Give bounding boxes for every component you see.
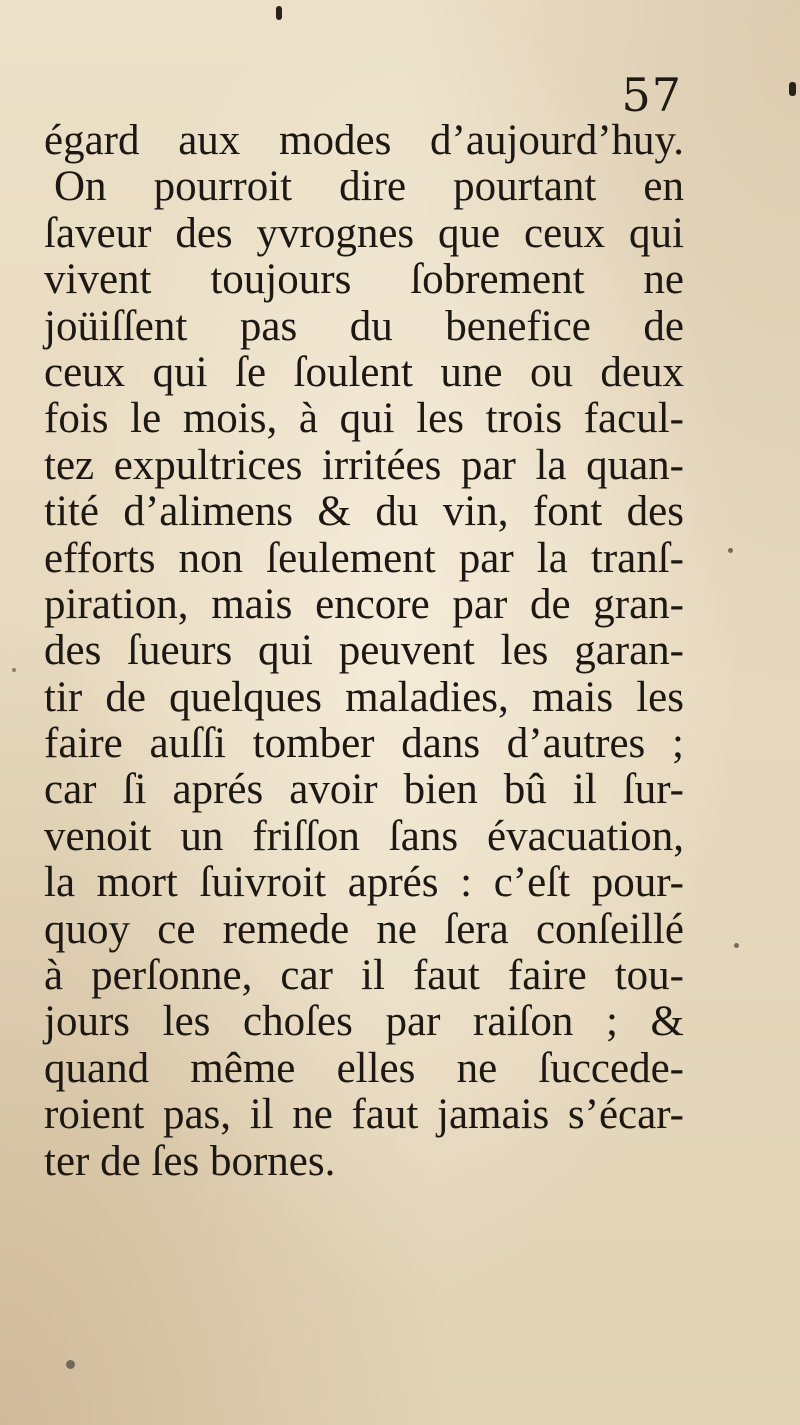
paper-speck [276,6,282,20]
text-line: joüiſſent pas du benefice de [44,302,684,350]
text-line: car ſi aprés avoir bien bû il ſur- [44,766,684,814]
paper-speck [12,668,16,672]
text-line: venoit un friſſon ſans évacuation, [44,812,684,860]
text-line: à perſonne, car il faut faire tou- [44,952,684,1000]
text-line: ceux qui ſe ſoulent une ou deux [44,348,684,396]
paper-speck [66,1360,75,1369]
text-line: ter de ſes bornes. [44,1137,336,1185]
text-line: tez expultrices irritées par la quan- [44,441,684,489]
text-line: roient pas, il ne faut jamais s’écar- [44,1091,684,1139]
text-line: tité d’alimens & du vin, font des [44,488,684,536]
text-line: piration, mais encore par de gran- [44,580,684,628]
paper-speck [728,548,733,553]
text-line: quand même elles ne ſuccede- [44,1044,684,1092]
text-line: quoy ce remede ne ſera conſeillé [44,905,684,953]
text-line: jours les choſes par raiſon ; & [44,998,684,1046]
text-line: On pourroit dire pourtant en [54,163,684,211]
text-line: vivent toujours ſobrement ne [44,256,684,304]
body-text [44,118,684,1185]
text-line: tir de quelques maladies, mais les [44,673,684,721]
text-line: faire auſſi tomber dans d’autres ; [44,720,684,768]
text-line: ſaveur des yvrognes que ceux qui [44,209,684,257]
text-line: efforts non ſeulement par la tranſ- [44,534,684,582]
text-line: la mort ſuivroit aprés : c’eſt pour- [44,859,684,907]
page-number: 57 [621,68,682,122]
paper-speck [734,943,739,948]
text-line: égard aux modes d’aujourd’huy. [44,117,684,164]
paper-speck [789,82,796,96]
text-line: fois le mois, à qui les trois facul- [44,395,684,443]
text-line: des ſueurs qui peuvent les garan- [44,627,684,675]
